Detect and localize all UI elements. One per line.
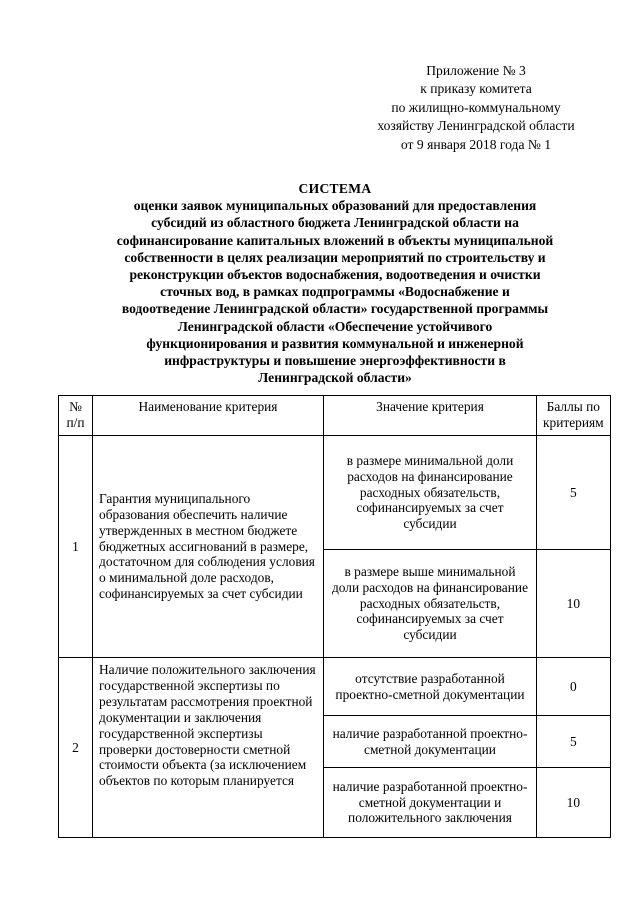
appendix-line: к приказу комитета [420,81,532,97]
criterion-value: наличие разработанной проектно-сметной документации и положительного заключения [324,768,537,838]
criterion-number: 2 [59,658,93,838]
criterion-score: 5 [537,716,611,768]
header-value: Значение критерия [324,396,537,436]
criterion-name: Гарантия муниципального образования обеспечить наличие утвержденных в местном бюджете бюджетных ассигнований в размере, достаточном для соблюдения условия о минимальной доле расходов, софинансируемых за счет субсидии [93,436,324,658]
title-line: Ленинградской области» [258,370,412,386]
criterion-score: 5 [537,436,611,550]
criterion-name: Наличие положительного заключения государственной экспертизы по результатам рассмотрения проектной документации и заключения государственной экспертизы проверки достоверности сметной стоимости объекта (за исключением объектов по которым планируется [93,658,324,838]
title-line: софинансирование капитальных вложений в объекты муниципальной [116,232,554,248]
title-line: собственности в целях реализации мероприятий по строительству и [124,249,546,265]
criterion-value: наличие разработанной проектно-сметной документации [324,716,537,768]
appendix-line: от 9 января 2018 года № 1 [400,136,552,152]
header-name: Наименование критерия [93,396,324,436]
criterion-number: 1 [59,436,93,658]
appendix-line: хозяйству Ленинградской области [377,118,575,134]
criterion-value: в размере выше минимальной доли расходов на финансирование расходных обязательств, софинансируемых за счет субсидии [324,550,537,658]
title-heading: СИСТЕМА [298,181,372,196]
criterion-value: в размере минимальной доли расходов на финансирование расходных обязательств, софинансируемых за счет субсидии [324,436,537,550]
title-line: функционирования и развития коммунальной и инженерной [146,335,524,351]
appendix-line: Приложение № 3 [426,63,526,78]
criterion-score: 10 [537,550,611,658]
header-score: Баллы по критериям [537,396,611,436]
appendix-line: по жилищно-коммунальному [391,99,561,115]
table-row [59,658,611,716]
table-header-row [59,396,611,436]
title-line: Ленинградской области «Обеспечение устойчивого [177,318,493,334]
title-line: инфраструктуры и повышение энергоэффективности в [164,353,506,369]
criterion-value: отсутствие разработанной проектно-сметной документации [324,658,537,716]
document-title [70,180,600,386]
criterion-score: 10 [537,768,611,838]
table-row [59,436,611,550]
title-line: субсидий из областного бюджета Ленинградской области на [151,215,519,231]
title-line: реконструкции объектов водоснабжения, водоотведения и очистки [129,267,541,283]
title-line: водоотведение Ленинградской области» государственной программы [121,301,549,317]
title-line: сточных вод, в рамках подпрограммы «Водоснабжение и [160,284,510,300]
criteria-table [58,395,611,838]
appendix-block [360,62,592,154]
title-line: оценки заявок муниципальных образований для предоставления [133,198,537,214]
criterion-score: 0 [537,658,611,716]
header-num: № п/п [59,396,93,436]
